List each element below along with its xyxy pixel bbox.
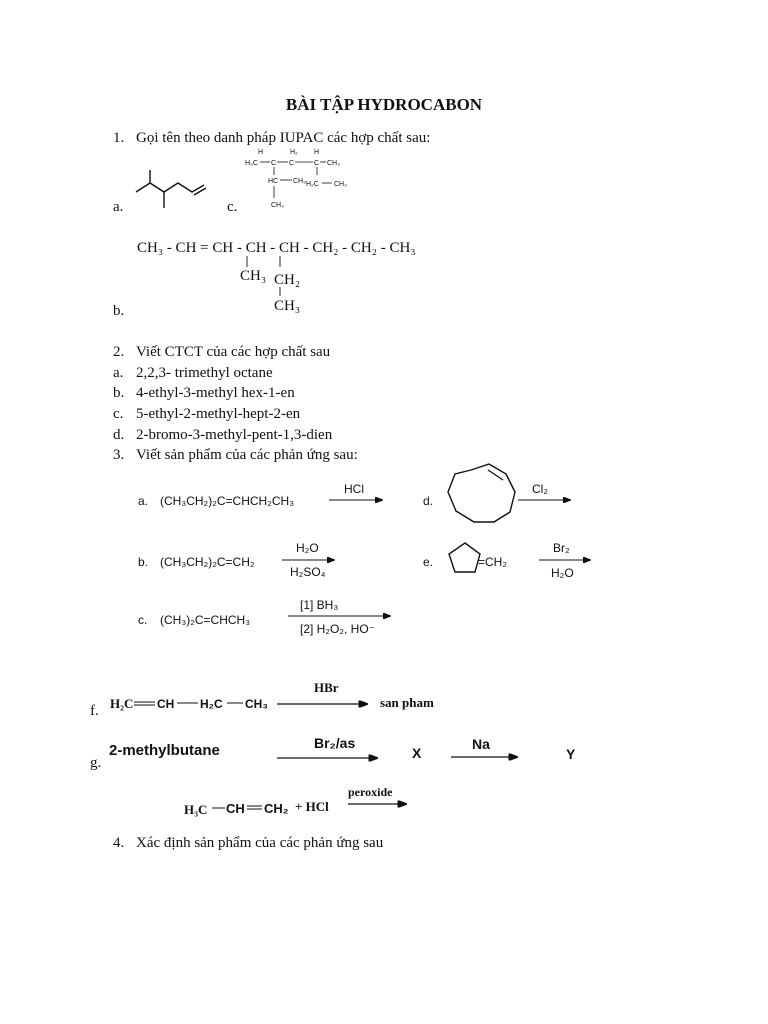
reaction-a-reactant: (CH₃CH₂)₂C=CHCH₂CH₃ [160,494,295,508]
c-ch3-mid: CH₃ [293,178,306,185]
reaction-e-label: e. [423,555,434,569]
reaction-c-reagent-top: [1] BH₃ [300,598,339,612]
b-branch-ch3: CH₃ [240,268,267,284]
condensed-structure-c [240,146,360,214]
c-c1: C [271,160,277,167]
reaction-peroxide [180,782,420,818]
reaction-b-reagent-top: H₂O [296,541,319,555]
h-ch2: CH₂ [264,801,289,816]
c-hc: HC [268,178,279,185]
q2-item-label: b. [113,385,125,401]
reaction-b-reagent-bottom: H₂SO₄ [290,565,326,579]
f-product: san pham [380,695,434,710]
q2-item-text: 5-ethyl-2-methyl-hept-2-en [136,406,301,422]
b-branch-ch3-end: CH₃ [274,298,301,314]
q3-number: 3. [113,447,125,463]
q1-label-c: c. [227,199,238,215]
reaction-g-label: g. [90,755,102,771]
q3-text: Viết sản phẩm của các phản ứng sau: [136,447,358,463]
reaction-e-substituent: =CH₂ [478,555,507,569]
reaction-f-label: f. [90,703,99,719]
c-c3: C [314,160,320,167]
h-ch: CH [226,801,245,816]
reaction-d-reagent: Cl₂ [532,482,548,496]
reaction-scheme-a-to-e [120,460,620,640]
q2-item-text: 2-bromo-3-methyl-pent-1,3-dien [136,427,333,443]
q1-label-b: b. [113,303,125,319]
q1-text: Gọi tên theo danh pháp IUPAC các hợp chất sau: [136,130,431,146]
c-h3c: H₃C [245,160,258,167]
g-reagent2: Na [472,736,490,752]
g-reagent1: Br₂/as [314,735,356,751]
q2-item-label: a. [113,365,124,381]
c-ch3-bottom: CH₃ [271,202,284,209]
c-h2: H₂ [290,149,298,156]
reaction-c-label: c. [138,613,148,627]
c-h-right: H [314,149,320,156]
q2-item-label: c. [113,406,124,422]
c-h-left: H [258,149,264,156]
reaction-a-reagent: HCl [344,482,364,496]
f-ch: CH [157,697,175,711]
reaction-c-reagent-bottom: [2] H₂O₂, HO⁻ [300,622,375,636]
cycloheptene-ring [448,464,515,522]
h-reagent: peroxide [348,785,393,799]
reaction-a-label: a. [138,494,149,508]
g-product: Y [566,746,576,762]
h-h3c: H₃C [184,802,208,817]
reaction-d-label: d. [423,494,434,508]
b-main-chain: CH₃ - CH = CH - CH - CH - CH₂ - CH₂ - CH₃ [137,240,416,256]
q1-label-a: a. [113,199,124,215]
cyclopentane-ring [449,543,480,572]
q4-text: Xác định sản phẩm của các phản ứng sau [136,835,384,851]
h-plus-hcl: + HCl [295,799,329,814]
c-h2c: H₂C [306,181,319,188]
document-title: BÀI TẬP HYDROCABON [285,95,483,114]
q2-number: 2. [113,344,125,360]
q2-item-text: 2,2,3- trimethyl octane [136,365,273,381]
skeletal-structure-a [130,168,210,213]
g-reactant: 2-methylbutane [109,742,220,759]
c-ch3-right: CH₃ [327,160,340,167]
q2-text: Viết CTCT của các hợp chất sau [136,344,331,360]
b-branch-ch2: CH₂ [274,272,301,288]
f-h2c: H₂C [110,696,134,711]
reaction-e-reagent-top: Br₂ [553,541,570,555]
q1-number: 1. [113,130,125,146]
reaction-e-reagent-bottom: H₂O [551,566,574,580]
f-ch3: CH₃ [245,697,268,711]
reaction-c-reactant: (CH₃)₂C=CHCH₃ [160,613,251,627]
f-reagent: HBr [314,680,339,695]
condensed-structure-b [130,234,430,316]
f-h2c-2: H₂C [200,697,223,711]
reaction-f [105,676,450,716]
c-c2: C [289,160,295,167]
reaction-g [105,730,595,770]
reaction-b-label: b. [138,555,149,569]
g-intermediate: X [412,745,422,761]
reaction-b-reactant: (CH₃CH₂)₂C=CH₂ [160,555,255,569]
q4-number: 4. [113,835,125,851]
c-ch3-end: CH₃ [334,181,347,188]
q2-item-text: 4-ethyl-3-methyl hex-1-en [136,385,295,401]
q2-item-label: d. [113,427,125,443]
